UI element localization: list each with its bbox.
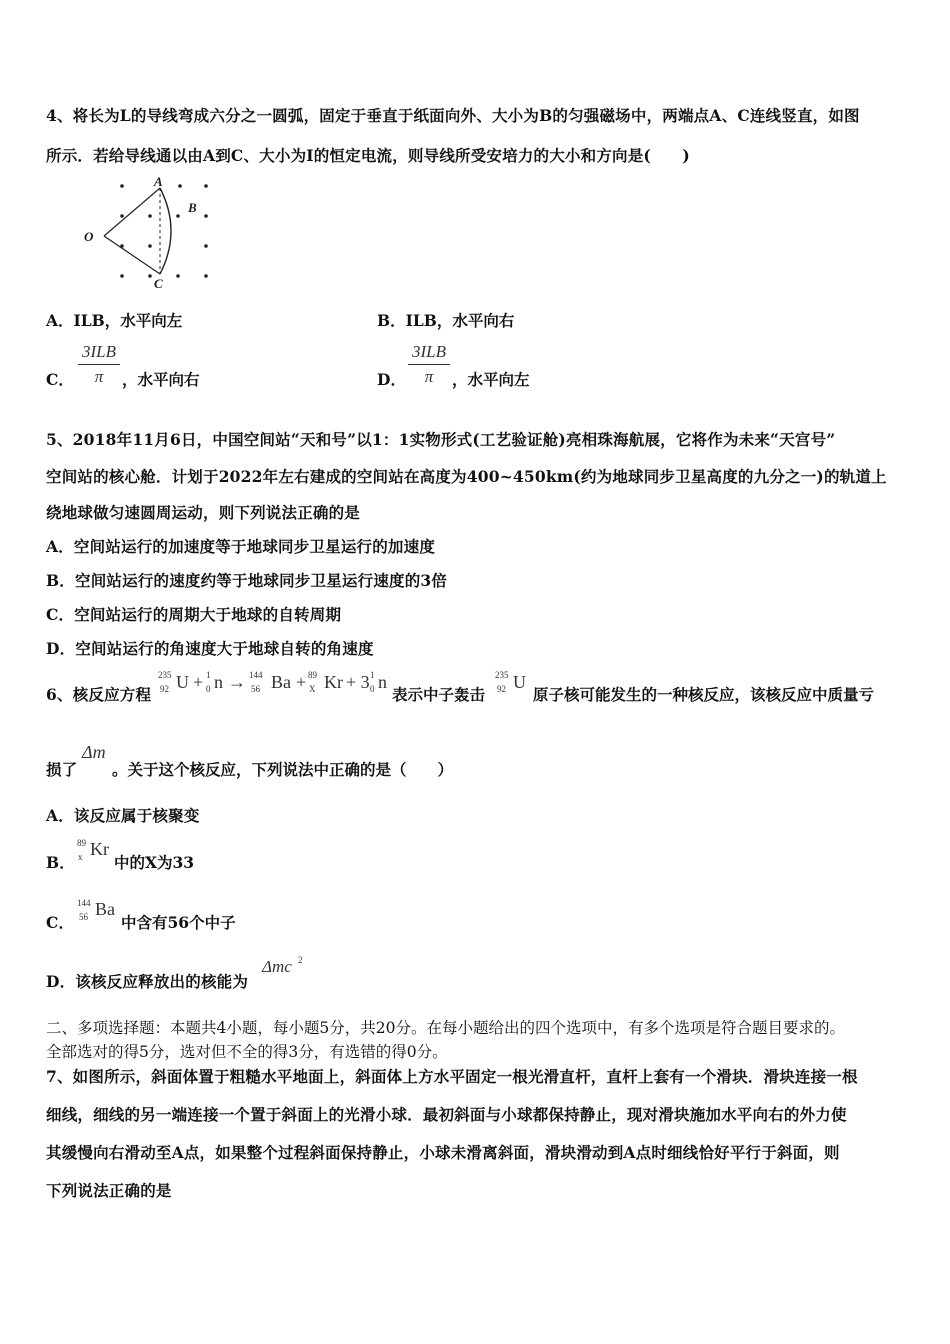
- arc-wire: [160, 188, 171, 274]
- label-B: B: [188, 200, 197, 215]
- q6-option-c-ba: Ba: [95, 899, 115, 919]
- q4-option-c-fraction: [78, 342, 120, 387]
- q7-stem-line1: 7、如图所示，斜面体置于粗糙水平地面上，斜面体上方水平固定一根光滑直杆，直杆上套有一个滑块．滑块连接一根: [46, 1067, 858, 1086]
- q6-option-d-energy-exp: 2: [298, 955, 303, 965]
- q6-option-a: A．该反应属于核聚变: [46, 806, 200, 825]
- denominator: π: [94, 367, 104, 386]
- q7-stem-line3: 其缓慢向右滑动至A点，如果整个过程斜面保持静止，小球未滑离斜面，滑块滑动到A点时细线恰好平行于斜面，则: [46, 1143, 840, 1162]
- section2-line1: 二、多项选择题：本题共4小题，每小题5分，共20分。在每小题给出的四个选项中，有多个选项是符合题目要求的。: [46, 1019, 845, 1037]
- q6-option-c-ba-mass: 144: [77, 898, 91, 908]
- radius-OC: [104, 236, 160, 274]
- q6-option-b-kr: Kr: [90, 839, 109, 859]
- q6-option-c-ba-z: 56: [79, 912, 88, 922]
- q6-stem-prefix: 6、核反应方程: [46, 685, 152, 704]
- q4-option-d-suffix: ，水平向左: [452, 370, 530, 389]
- q6-option-b-prefix: B．: [46, 853, 76, 872]
- q6-option-b-suffix: 中的X为33: [114, 853, 195, 872]
- q7-stem-line2: 细线，细线的另一端连接一个置于斜面上的光滑小球．最初斜面与小球都保持静止，现对滑块施加水平向右的外力使: [46, 1105, 847, 1124]
- denominator: π: [424, 367, 434, 386]
- q4-option-d-fraction: [408, 342, 450, 387]
- q6-stem-line2-prefix: 损了: [46, 760, 78, 779]
- q4-option-a: A．ILB，水平向左: [46, 311, 183, 330]
- q6-stem-middle: 表示中子轰击: [392, 685, 486, 704]
- q6-option-d-prefix: D．该核反应释放出的核能为: [46, 972, 249, 991]
- q4-option-b: B．ILB，水平向右: [377, 311, 515, 330]
- label-A: A: [154, 174, 163, 189]
- q5-option-c: C．空间站运行的周期大于地球的自转周期: [46, 605, 342, 624]
- q6-stem-suffix: 原子核可能发生的一种核反应，该核反应中质量亏: [533, 685, 875, 704]
- q5-stem-line2: 空间站的核心舱．计划于2022年左右建成的空间站在高度为400~450km(约为地球同步卫星高度的九分之一)的轨道上: [46, 467, 887, 486]
- q4-stem-line1: 4、将长为L的导线弯成六分之一圆弧，固定于垂直于纸面向外、大小为B的匀强磁场中，两端点A、C连线竖直，如图: [46, 106, 860, 125]
- q4-option-c-suffix: ，水平向右: [122, 370, 200, 389]
- q5-option-b: B．空间站运行的速度约等于地球同步卫星运行速度的3倍: [46, 571, 448, 590]
- q5-stem-line1: 5、2018年11月6日，中国空间站“天和号”以1：1实物形式(工艺验证舱)亮相珠海航展，它将作为未来“天宫号”: [46, 430, 836, 449]
- q5-option-d: D．空间站运行的角速度大于地球自转的角速度: [46, 639, 374, 658]
- q5-option-a: A．空间站运行的加速度等于地球同步卫星运行的加速度: [46, 537, 436, 556]
- q6-mass-defect: Δm: [82, 742, 106, 762]
- numerator: 3ILB: [82, 342, 116, 361]
- label-O: O: [84, 229, 94, 244]
- numerator: 3ILB: [412, 342, 446, 361]
- q4-figure: [78, 174, 218, 290]
- q6-stem-line2-suffix: 。关于这个核反应，下列说法中正确的是（ ）: [112, 760, 454, 779]
- q6-option-d-energy: Δmc: [262, 957, 292, 976]
- q4-stem-line2: 所示．若给导线通以由A到C、大小为I的恒定电流，则导线所受安培力的大小和方向是( ): [46, 146, 690, 165]
- q6-option-b-kr-z: x: [78, 852, 83, 862]
- section2-line2: 全部选对的得5分，选对但不全的得3分，有选错的得0分。: [46, 1043, 448, 1061]
- q6-option-b-kr-mass: 89: [77, 838, 86, 848]
- q5-stem-line3: 绕地球做匀速圆周运动，则下列说法正确的是: [46, 503, 361, 522]
- q7-stem-line4: 下列说法正确的是: [46, 1181, 172, 1200]
- q6-option-c-prefix: C．: [46, 913, 75, 932]
- q6-option-c-suffix: 中含有56个中子: [121, 913, 236, 932]
- label-C: C: [154, 276, 163, 290]
- q4-option-c-prefix: C．: [46, 370, 74, 389]
- radius-OA: [104, 188, 160, 236]
- q4-option-d-prefix: D．: [377, 370, 406, 389]
